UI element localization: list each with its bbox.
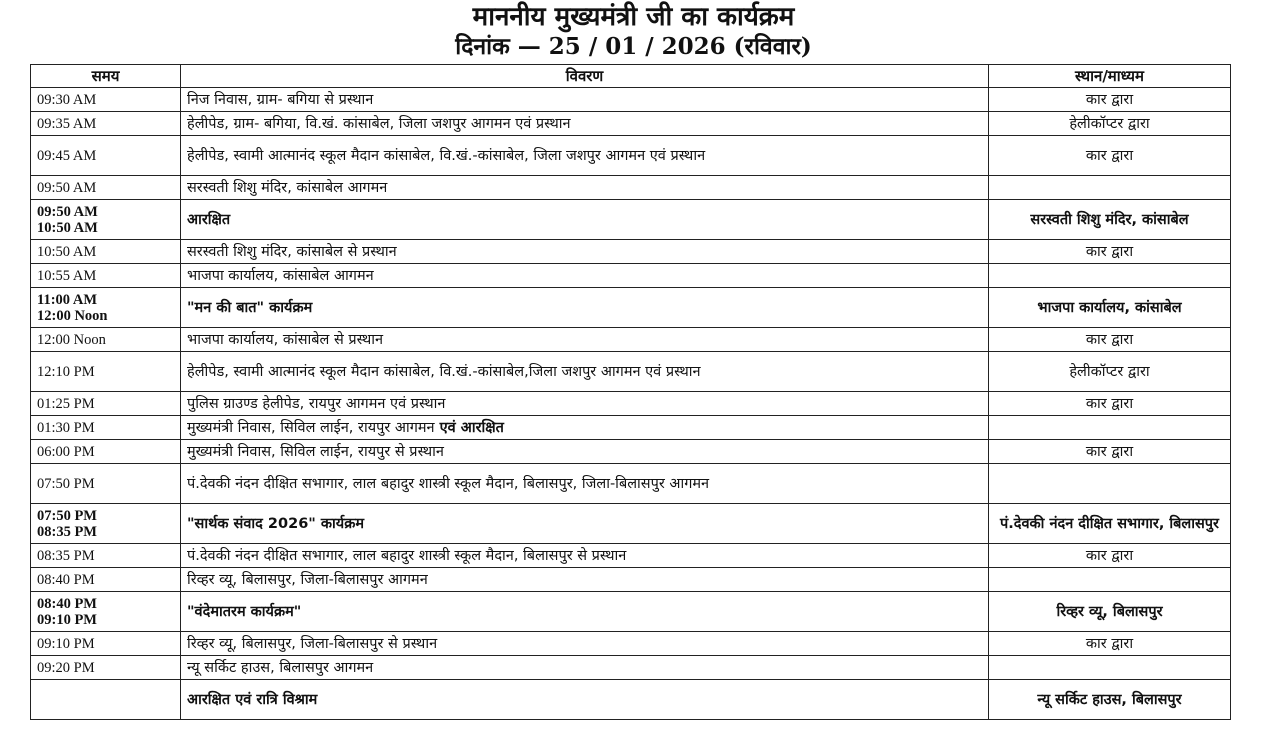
time-start: 07:50 PM — [37, 507, 97, 524]
description-cell: रिव्हर व्यू, बिलासपुर, जिला-बिलासपुर आगमन — [181, 568, 989, 592]
mode-cell: हेलीकॉप्टर द्वारा — [989, 352, 1231, 392]
time-cell: 09:45 AM — [31, 136, 181, 176]
schedule-date: दिनांक — 25 / 01 / 2026 (रविवार) — [455, 33, 812, 60]
mode-cell: रिव्हर व्यू, बिलासपुर — [989, 592, 1231, 632]
table-row — [31, 592, 1231, 632]
time-cell: 08:35 PM — [31, 544, 181, 568]
time-end: 08:35 PM — [37, 523, 97, 540]
time-cell: 12:10 PM — [31, 352, 181, 392]
mode-cell: कार द्वारा — [989, 88, 1231, 112]
time-start: 09:50 AM — [37, 203, 98, 220]
table-row — [31, 88, 1231, 112]
description-cell: आरक्षित — [181, 200, 989, 240]
table-row — [31, 240, 1231, 264]
description-cell: "सार्थक संवाद 2026" कार्यक्रम — [181, 504, 989, 544]
table-row — [31, 392, 1231, 416]
time-cell: 06:00 PM — [31, 440, 181, 464]
table-row — [31, 136, 1231, 176]
description-cell: हेलीपेड, ग्राम- बगिया, वि.खं. कांसाबेल, जिला जशपुर आगमन एवं प्रस्थान — [181, 112, 989, 136]
table-row — [31, 680, 1231, 720]
description-cell: सरस्वती शिशु मंदिर, कांसाबेल आगमन — [181, 176, 989, 200]
mode-cell — [989, 416, 1231, 440]
mode-cell: कार द्वारा — [989, 632, 1231, 656]
mode-cell — [989, 656, 1231, 680]
description-bold-text: एवं आरक्षित — [434, 419, 504, 436]
description-cell: पुलिस ग्राउण्ड हेलीपेड, रायपुर आगमन एवं प्रस्थान — [181, 392, 989, 416]
time-cell: 08:40 PM — [31, 568, 181, 592]
table-row — [31, 440, 1231, 464]
table-row — [31, 504, 1231, 544]
description-cell: आरक्षित एवं रात्रि विश्राम — [181, 680, 989, 720]
mode-cell: कार द्वारा — [989, 392, 1231, 416]
table-row — [31, 288, 1231, 328]
table-row — [31, 656, 1231, 680]
mode-cell — [989, 464, 1231, 504]
time-cell: 09:35 AM — [31, 112, 181, 136]
table-row — [31, 176, 1231, 200]
mode-cell: कार द्वारा — [989, 136, 1231, 176]
time-cell: 12:00 Noon — [31, 328, 181, 352]
time-cell: 10:55 AM — [31, 264, 181, 288]
mode-cell: सरस्वती शिशु मंदिर, कांसाबेल — [989, 200, 1231, 240]
time-cell: 09:10 PM — [31, 632, 181, 656]
table-row — [31, 328, 1231, 352]
description-cell: न्यू सर्किट हाउस, बिलासपुर आगमन — [181, 656, 989, 680]
table-row — [31, 264, 1231, 288]
time-start: 08:40 PM — [37, 595, 97, 612]
column-header-time: समय — [31, 65, 181, 88]
time-range-cell — [31, 504, 181, 544]
header — [0, 2, 1267, 62]
time-cell: 10:50 AM — [31, 240, 181, 264]
table-row — [31, 200, 1231, 240]
table-row — [31, 464, 1231, 504]
description-cell: "वंदेमातरम कार्यक्रम" — [181, 592, 989, 632]
mode-cell: पं.देवकी नंदन दीक्षित सभागार, बिलासपुर — [989, 504, 1231, 544]
time-start: 11:00 AM — [37, 291, 98, 308]
description-cell: पं.देवकी नंदन दीक्षित सभागार, लाल बहादुर शास्त्री स्कूल मैदान, बिलासपुर, जिला-बिलासपुर आगमन — [181, 464, 989, 504]
time-cell: 07:50 PM — [31, 464, 181, 504]
description-cell: सरस्वती शिशु मंदिर, कांसाबेल से प्रस्थान — [181, 240, 989, 264]
time-end: 10:50 AM — [37, 219, 98, 236]
time-range-cell — [31, 288, 181, 328]
table-row — [31, 544, 1231, 568]
description-cell: निज निवास, ग्राम- बगिया से प्रस्थान — [181, 88, 989, 112]
mode-cell: कार द्वारा — [989, 440, 1231, 464]
description-cell: रिव्हर व्यू, बिलासपुर, जिला-बिलासपुर से प्रस्थान — [181, 632, 989, 656]
time-cell: 01:30 PM — [31, 416, 181, 440]
mode-cell — [989, 176, 1231, 200]
time-cell: 01:25 PM — [31, 392, 181, 416]
table-row — [31, 416, 1231, 440]
schedule-table — [30, 64, 1231, 720]
table-row — [31, 352, 1231, 392]
time-cell: 09:20 PM — [31, 656, 181, 680]
time-end: 09:10 PM — [37, 611, 97, 628]
time-cell — [31, 680, 181, 720]
description-text: मुख्यमंत्री निवास, सिविल लाईन, रायपुर आगमन — [187, 419, 435, 436]
table-header-row — [31, 65, 1231, 88]
description-cell: हेलीपेड, स्वामी आत्मानंद स्कूल मैदान कांसाबेल, वि.खं.-कांसाबेल, जिला जशपुर आगमन एवं प्रस्थान — [181, 136, 989, 176]
column-header-description: विवरण — [181, 65, 989, 88]
description-cell: मुख्यमंत्री निवास, सिविल लाईन, रायपुर से प्रस्थान — [181, 440, 989, 464]
mode-cell: हेलीकॉप्टर द्वारा — [989, 112, 1231, 136]
mode-cell: कार द्वारा — [989, 240, 1231, 264]
table-row — [31, 632, 1231, 656]
description-cell: भाजपा कार्यालय, कांसाबेल आगमन — [181, 264, 989, 288]
time-end: 12:00 Noon — [37, 307, 108, 324]
mode-cell: कार द्वारा — [989, 328, 1231, 352]
page-title: माननीय मुख्यमंत्री जी का कार्यक्रम — [472, 2, 795, 32]
time-cell: 09:50 AM — [31, 176, 181, 200]
description-cell: पं.देवकी नंदन दीक्षित सभागार, लाल बहादुर शास्त्री स्कूल मैदान, बिलासपुर से प्रस्थान — [181, 544, 989, 568]
mode-cell — [989, 568, 1231, 592]
time-cell: 09:30 AM — [31, 88, 181, 112]
description-cell: हेलीपेड, स्वामी आत्मानंद स्कूल मैदान कांसाबेल, वि.खं.-कांसाबेल,जिला जशपुर आगमन एवं प्रस्थान — [181, 352, 989, 392]
description-cell: भाजपा कार्यालय, कांसाबेल से प्रस्थान — [181, 328, 989, 352]
column-header-place-mode: स्थान/माध्यम — [989, 65, 1231, 88]
time-range-cell — [31, 200, 181, 240]
table-row — [31, 568, 1231, 592]
time-range-cell — [31, 592, 181, 632]
mode-cell — [989, 264, 1231, 288]
mode-cell: न्यू सर्किट हाउस, बिलासपुर — [989, 680, 1231, 720]
description-cell — [181, 416, 989, 440]
table-row — [31, 112, 1231, 136]
mode-cell: कार द्वारा — [989, 544, 1231, 568]
description-cell: "मन की बात" कार्यक्रम — [181, 288, 989, 328]
mode-cell: भाजपा कार्यालय, कांसाबेल — [989, 288, 1231, 328]
